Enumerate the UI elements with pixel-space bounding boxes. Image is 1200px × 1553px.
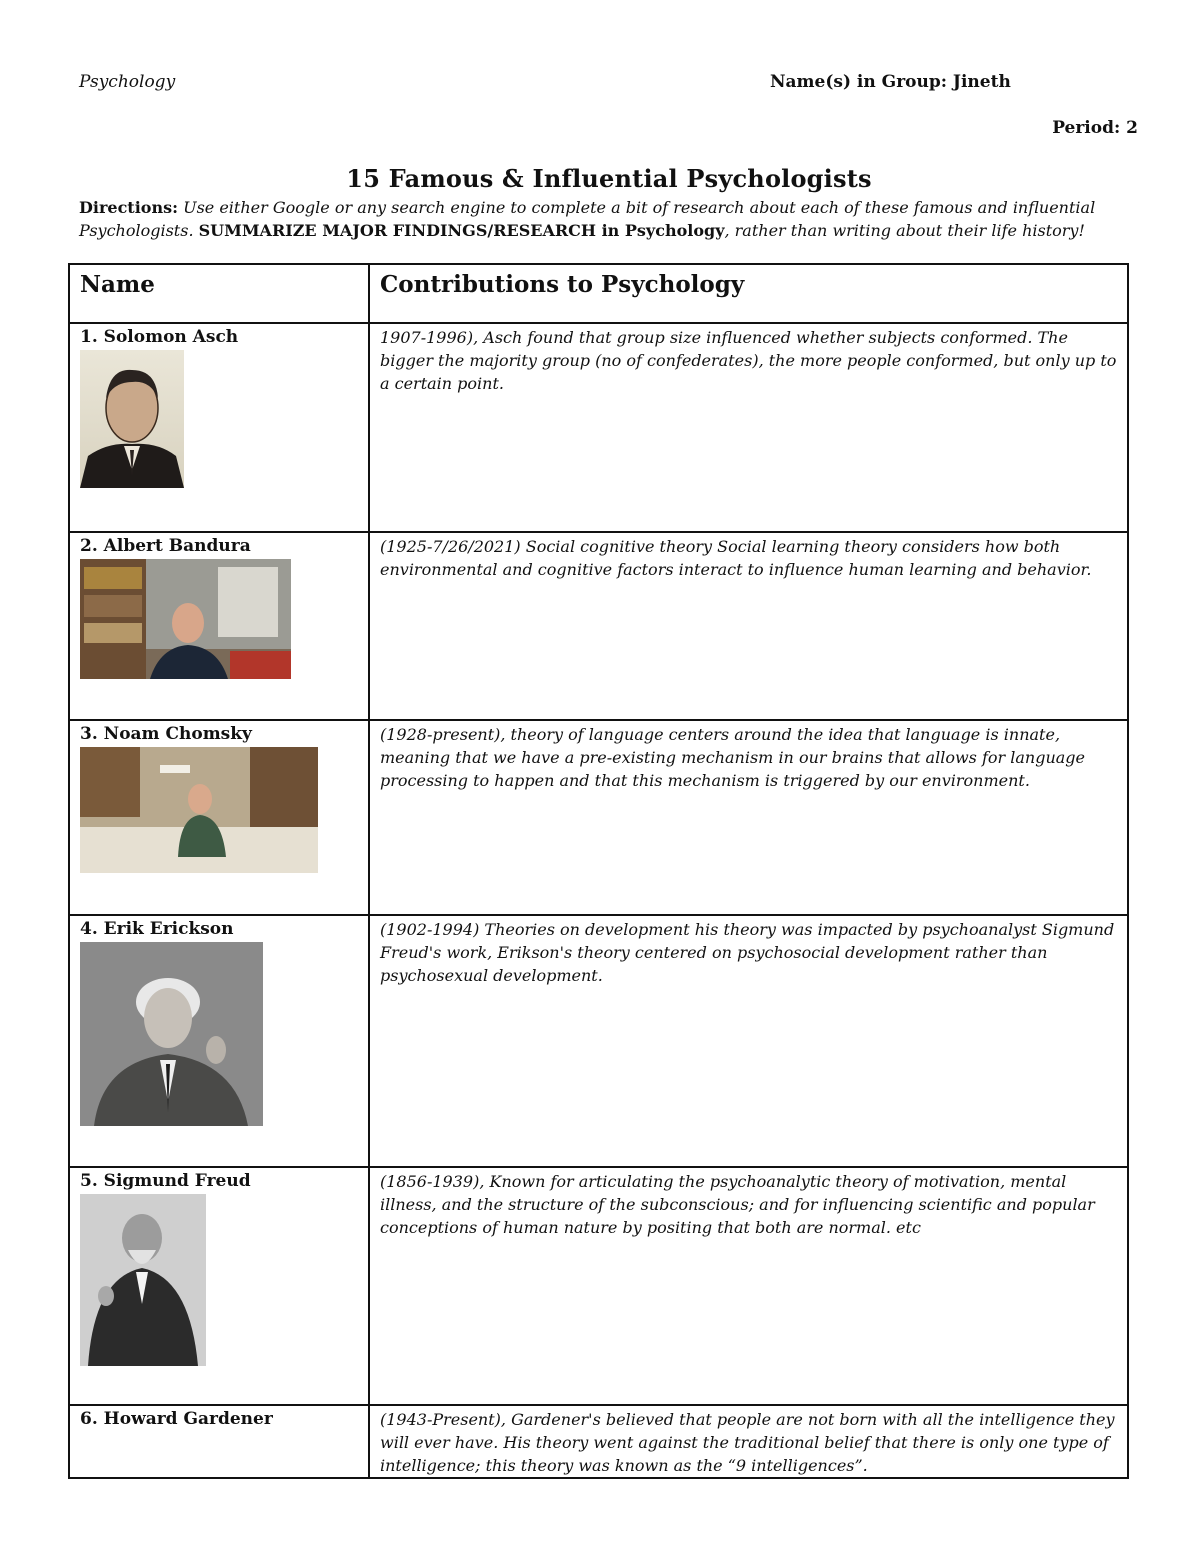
psychologist-name: 3. Noam Chomsky xyxy=(80,724,252,744)
column-header-contributions: Contributions to Psychology xyxy=(380,271,745,298)
contribution-text: (1925-7/26/2021) Social cognitive theory Social learning theory considers how both environmental and cognitive factors interact to influence human learning and behavior. xyxy=(380,537,1092,579)
name-cell xyxy=(69,915,369,1167)
office-photo xyxy=(80,559,291,679)
table-row xyxy=(69,1405,1128,1478)
directions-text: Use either Google or any search engine to complete a bit of research about each of these famous and influential Psychologists. xyxy=(79,198,1096,240)
name-cell xyxy=(69,323,369,532)
contribution-text: (1943-Present), Gardener's believed that people are not born with all the intelligence they will ever have. His theory went against the traditional belief that there is only one type of intelligence; this theory was known as the “9 intelligences”. xyxy=(380,1410,1115,1475)
table-row xyxy=(69,720,1128,915)
table-row xyxy=(69,915,1128,1167)
contribution-cell xyxy=(369,915,1128,1167)
psychologist-name: 6. Howard Gardener xyxy=(80,1409,273,1429)
table-row xyxy=(69,323,1128,532)
psychologists-table xyxy=(68,263,1129,1479)
photo-solomon-asch xyxy=(80,350,184,488)
contribution-text: 1907-1996), Asch found that group size influenced whether subjects conformed. The bigger the majority group (no of confederates), the more people conformed, but only up to a certain point. xyxy=(380,328,1117,393)
photo-noam-chomsky xyxy=(80,747,318,873)
column-header-name: Name xyxy=(80,271,155,298)
table-row xyxy=(69,532,1128,720)
photo-erik-erickson xyxy=(80,942,263,1126)
page-title: 15 Famous & Influential Psychologists xyxy=(346,164,872,193)
header-cell-name xyxy=(69,264,369,323)
portrait-photo xyxy=(80,942,263,1126)
portrait-sketch xyxy=(80,350,184,488)
table-row xyxy=(69,1167,1128,1405)
photo-albert-bandura xyxy=(80,559,291,679)
contribution-cell xyxy=(369,323,1128,532)
contribution-text: (1856-1939), Known for articulating the psychoanalytic theory of motivation, mental illness, and the structure of the subconscious; and for influencing scientific and popular conceptions of human nature by positing that both are normal. etc xyxy=(380,1172,1095,1237)
name-cell xyxy=(69,1405,369,1478)
contribution-cell xyxy=(369,1167,1128,1405)
contribution-text: (1928-present), theory of language centers around the idea that language is innate, meaning that we have a pre-existing mechanism in our brains that allows for language processing to happen and that this mechanism is triggered by our environment. xyxy=(380,725,1085,790)
office-photo xyxy=(80,747,318,873)
name-cell xyxy=(69,1167,369,1405)
portrait-photo xyxy=(80,1194,206,1366)
header-cell-contributions xyxy=(369,264,1128,323)
contribution-cell xyxy=(369,720,1128,915)
contribution-cell xyxy=(369,1405,1128,1478)
name-cell xyxy=(69,532,369,720)
directions-label: Directions: xyxy=(79,198,178,217)
psychologist-name: 5. Sigmund Freud xyxy=(80,1171,251,1191)
contribution-cell xyxy=(369,532,1128,720)
psychologist-name: 4. Erik Erickson xyxy=(80,919,234,939)
group-names: Name(s) in Group: Jineth xyxy=(770,72,1011,92)
directions xyxy=(79,196,1139,242)
directions-emphasis: SUMMARIZE MAJOR FINDINGS/RESEARCH in Psychology xyxy=(198,221,725,240)
subject-label: Psychology xyxy=(79,72,176,92)
contribution-text: (1902-1994) Theories on development his theory was impacted by psychoanalyst Sigmund Freud's work, Erikson's theory centered on psychosocial development rather than psychosexual development. xyxy=(380,920,1115,985)
period-label: Period: 2 xyxy=(1052,118,1138,138)
photo-sigmund-freud xyxy=(80,1194,206,1366)
table-header-row xyxy=(69,264,1128,323)
name-cell xyxy=(69,720,369,915)
psychologist-name: 1. Solomon Asch xyxy=(80,327,239,347)
directions-text-end: , rather than writing about their life history! xyxy=(724,221,1085,240)
psychologist-name: 2. Albert Bandura xyxy=(80,536,251,556)
